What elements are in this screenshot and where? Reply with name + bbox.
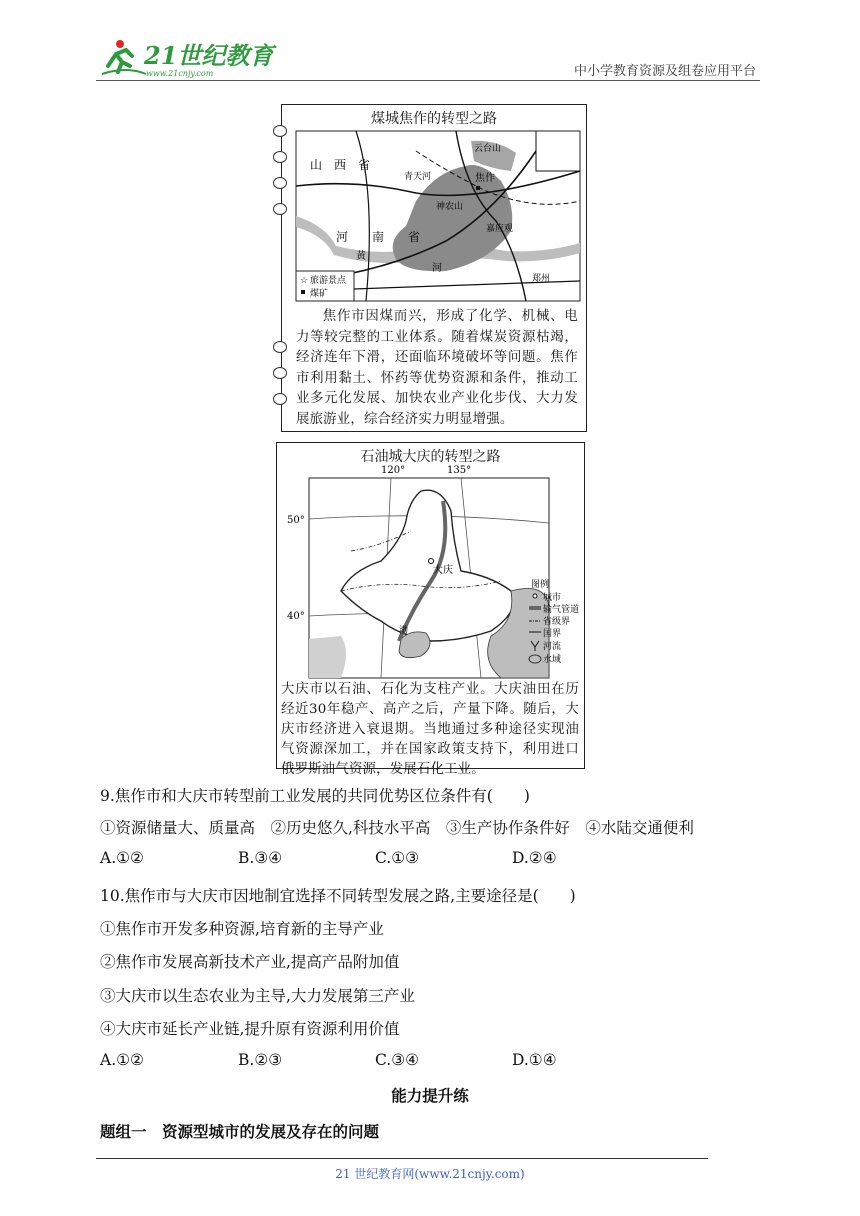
site-logo: [96, 36, 274, 80]
binder-ring-icon: [273, 151, 287, 163]
question-9-stem: 9.焦作市和大庆市转型前工业发展的共同优势区位条件有( ): [100, 787, 530, 805]
city-icon: [533, 594, 537, 598]
label-qingtianhe: 青天河: [404, 172, 432, 182]
option-c[interactable]: C.①③: [375, 849, 420, 867]
legend-item: 煤矿: [310, 289, 329, 299]
legend-item: 旅游景点: [310, 276, 347, 286]
legend-item: 河流: [543, 642, 562, 652]
header-divider: [96, 80, 760, 81]
binder-ring-icon: [273, 367, 287, 379]
label-shanxi: 山 西 省: [310, 158, 371, 172]
question-9-statements: ①资源储量大、质量高 ②历史悠久,科技水平高 ③生产协作条件好 ④水陆交通便利: [100, 819, 694, 837]
coal-mine-icon: [476, 186, 480, 190]
option-a[interactable]: A.①②: [100, 1051, 144, 1069]
coal-mine-icon: [301, 290, 305, 294]
legend-item: 国界: [543, 629, 562, 639]
option-c[interactable]: C.③④: [375, 1051, 420, 1069]
label-he: 河: [432, 263, 442, 274]
jiaozuo-map: [296, 131, 580, 301]
legend-item: 城市: [543, 593, 562, 603]
option-d[interactable]: D.②④: [512, 849, 557, 867]
binder-ring-icon: [273, 177, 287, 189]
question-10-statement: ①焦作市开发多种资源,培育新的主导产业: [100, 920, 384, 938]
site-name: 中小学教育资源及组卷应用平台: [573, 64, 756, 79]
question-10-statement: ②焦作市发展高新技术产业,提高产品附加值: [100, 953, 400, 971]
label-huang: 黄: [356, 251, 366, 262]
jiaozuo-figure: [281, 104, 587, 432]
city-icon: [429, 559, 434, 564]
option-b[interactable]: B.②③: [238, 1051, 283, 1069]
label-shennongshan: 神农山: [436, 202, 464, 212]
legend-item: 输气管道: [543, 605, 580, 615]
lon-label: 135°: [447, 465, 472, 476]
label-henan: 河 南 省: [336, 230, 421, 244]
binder-ring-icon: [273, 203, 287, 215]
lat-label: 50°: [287, 515, 305, 526]
option-a[interactable]: A.①②: [100, 849, 144, 867]
label-jiaozuo: 焦作: [475, 173, 495, 184]
lat-label: 40°: [287, 611, 305, 622]
option-b[interactable]: B.③④: [238, 849, 283, 867]
figure-text: 大庆市以石油、石化为支柱产业。大庆油田在历经近30年稳产、高产之后，产量下降。随后，大庆市经济进入衰退期。当地通过多种途径实现油气资源深加工，并在国家政策支持下，利用进口俄罗斯油气资源，发展石化工业。: [281, 682, 579, 777]
footer-link[interactable]: 21 世纪教育网(www.21cnjy.com): [335, 1167, 525, 1181]
question-10-statement: ④大庆市延长产业链,提升原有资源利用价值: [100, 1020, 400, 1038]
legend-title: 图例: [531, 580, 550, 590]
star-icon: ☆: [300, 276, 309, 286]
binder-ring-icon: [273, 393, 287, 405]
binder-ring-icon: [273, 341, 287, 353]
question-10-statement: ③大庆市以生态农业为主导,大力发展第三产业: [100, 987, 415, 1005]
daqing-map: [281, 461, 579, 679]
legend-item: 水域: [543, 655, 562, 665]
figure-title: 石油城大庆的转型之路: [360, 449, 501, 465]
question-10-stem: 10.焦作市与大庆市因地制宜选择不同转型发展之路,主要途径是( ): [100, 887, 576, 905]
logo-url: www.21cnjy.com: [146, 69, 214, 78]
group-title: 题组一 资源型城市的发展及存在的问题: [100, 1122, 380, 1141]
label-jiayinghu: 嘉应观: [486, 224, 514, 234]
footer-divider: [96, 1158, 708, 1159]
figure-title: 煤城焦作的转型之路: [371, 111, 497, 127]
label-yuntaishan: 云台山: [474, 144, 502, 154]
label-bohai: 渤: [399, 626, 409, 636]
runner-icon: [102, 40, 146, 74]
lon-label: 120°: [381, 465, 406, 476]
pipeline-icon: [529, 606, 541, 610]
figure-text: 焦作市因煤而兴，形成了化学、机械、电力等较完整的工业体系。随着煤炭资源枯竭，经济连年下滑，还面临环境破坏等问题。焦作市利用黏土、怀药等优势资源和条件，推动工业多元化发展、加快农业产业化步伐、大力发展旅游业，综合经济实力明显增强。: [296, 309, 578, 427]
section-title: 能力提升练: [391, 1086, 469, 1105]
logo-text: 21世纪教育: [144, 41, 274, 70]
water-icon: [529, 655, 541, 663]
option-d[interactable]: D.①④: [512, 1051, 557, 1069]
legend-item: 省级界: [543, 617, 571, 627]
daqing-figure: [276, 442, 585, 777]
label-daqing: 大庆: [433, 565, 453, 576]
label-zhengzhou: 郑州: [532, 274, 551, 284]
